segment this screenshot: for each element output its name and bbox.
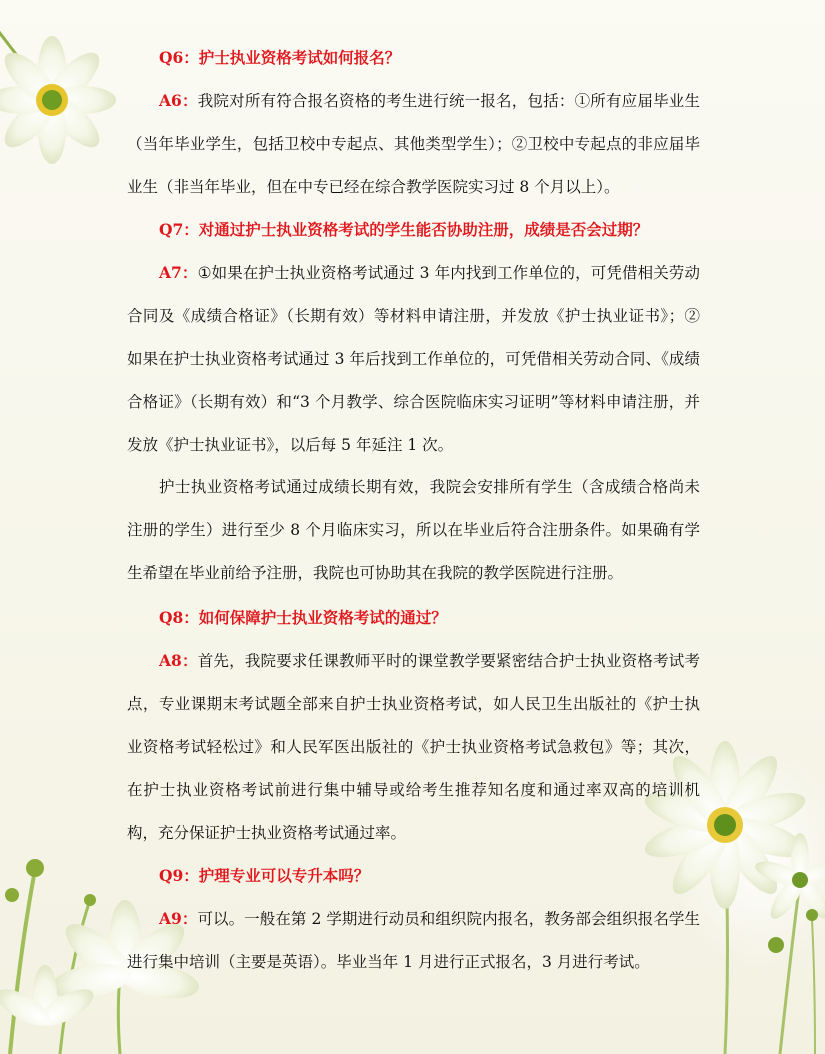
question-q7: Q7：对通过护士执业资格考试的学生能否协助注册，成绩是否会过期？	[159, 220, 649, 239]
question-q9: Q9：护理专业可以专升本吗？	[159, 866, 370, 885]
question-q8: Q8：如何保障护士执业资格考试的通过？	[159, 608, 447, 627]
answer-a8	[127, 639, 700, 855]
answer-text-a6: 我院对所有符合报名资格的考生进行统一报名，包括：①所有应届毕业生（当年毕业学生，包括卫校中专起点、其他类型学生）；②卫校中专起点的非应届毕业生（非当年毕业，但在中专已经在综合教学医院实习过 8 个月以上）。	[127, 92, 700, 196]
answer-a9	[127, 897, 700, 984]
answer-text-a9: 可以。一般在第 2 学期进行动员和组织院内报名，教务部会组织报名学生进行集中培训（主要是英语）。毕业当年 1 月进行正式报名，3 月进行考试。	[127, 910, 701, 971]
answer-label-a8: A8：	[159, 651, 198, 670]
question-q6: Q6：护士执业资格考试如何报名？	[159, 48, 401, 67]
answer-text-a7: ①如果在护士执业资格考试通过 3 年内找到工作单位的，可凭借相关劳动合同及《成绩合格证》（长期有效）等材料申请注册，并发放《护士执业证书》；②如果在护士执业资格考试通过 3 年后找到工作单位的，可凭借相关劳动合同、《成绩合格证》（长期有效）和“3 个月教学、综合医院临床实习证明”等材料申请注册，并发放《护士执业证书》，以后每 5 年延注 1 次。	[127, 264, 700, 454]
answer-label-a9: A9：	[159, 909, 198, 928]
answer-text-a8: 首先，我院要求任课教师平时的课堂教学要紧密结合护士执业资格考试考点，专业课期末考试题全部来自护士执业资格考试，如人民卫生出版社的《护士执业资格考试轻松过》和人民军医出版社的《护士执业资格考试急救包》等；其次，在护士执业资格考试前进行集中辅导或给考生推荐知名度和通过率双高的培训机构，充分保证护士执业资格考试通过率。	[127, 652, 700, 842]
answer-a7-extra: 护士执业资格考试通过成绩长期有效，我院会安排所有学生（含成绩合格尚未注册的学生）进行至少 8 个月临床实习，所以在毕业后符合注册条件。如果确有学生希望在毕业前给予注册，我院也可协助其在我院的教学医院进行注册。	[127, 478, 700, 582]
answer-a7	[127, 251, 700, 467]
answer-a6	[127, 79, 700, 209]
answer-label-a7: A7：	[159, 263, 198, 282]
answer-label-a6: A6：	[159, 91, 198, 110]
